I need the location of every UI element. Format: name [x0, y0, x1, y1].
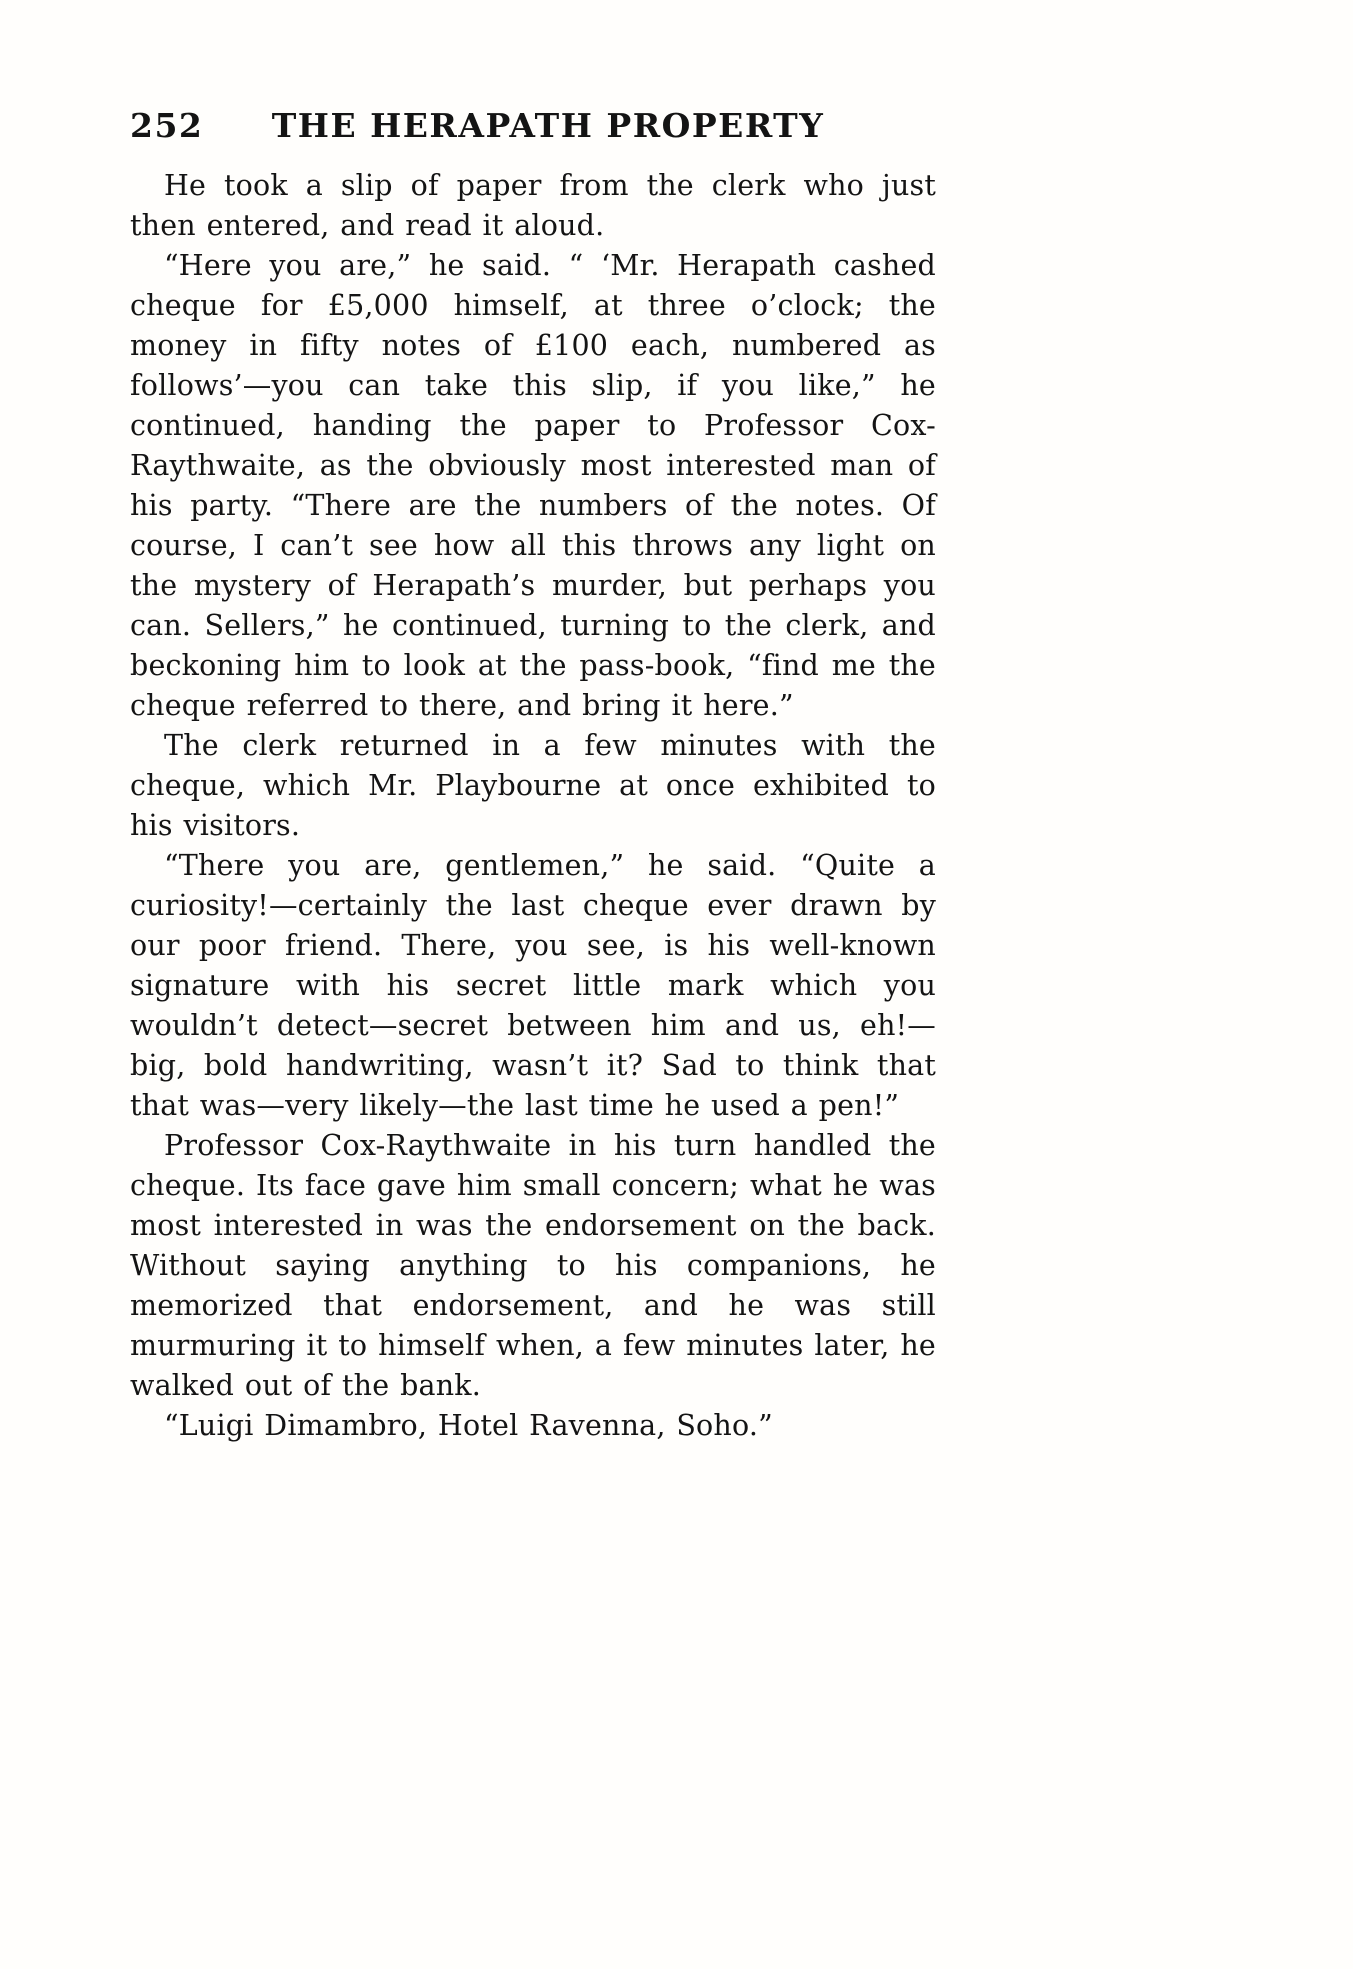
text-block: [130, 106, 936, 1446]
page-number: 252: [130, 106, 204, 145]
page-title: THE HERAPATH PROPERTY: [271, 106, 825, 145]
paragraph: “Luigi Dimambro, Hotel Ravenna, Soho.”: [164, 1409, 773, 1442]
paragraph: He took a slip of paper from the clerk who just then entered, and read it aloud.: [130, 169, 936, 242]
paragraph: The clerk returned in a few minutes with the cheque, which Mr. Playbourne at once exhibited to his visitors.: [130, 729, 936, 842]
paragraph: Professor Cox-Raythwaite in his turn handled the cheque. Its face gave him small concern; what he was most interested in was the endorsement on the back. Without saying anything to his companions, he memorized that endorsement, and he was still murmuring it to himself when, a few minutes later, he walked out of the bank.: [130, 1129, 936, 1402]
body-text: [130, 166, 936, 1446]
paragraph: “Here you are,” he said. “ ‘Mr. Herapath cashed cheque for £5,000 himself, at three o’clock; the money in fifty notes of £100 each, numbered as follows’—you can take this slip, if you like,” he continued, handing the paper to Professor Cox-Raythwaite, as the obviously most interested man of his party. “There are the numbers of the notes. Of course, I can’t see how all this throws any light on the mystery of Herapath’s murder, but perhaps you can. Sellers,” he continued, turning to the clerk, and beckoning him to look at the pass-book, “find me the cheque referred to there, and bring it here.”: [130, 249, 936, 722]
page-header: [130, 106, 936, 152]
paragraph: “There you are, gentlemen,” he said. “Quite a curiosity!—certainly the last cheque ever drawn by our poor friend. There, you see, is his well-known signature with his secret little mark which you wouldn’t detect—secret between him and us, eh!—big, bold handwriting, wasn’t it? Sad to think that that was—very likely—the last time he used a pen!”: [130, 849, 936, 1122]
